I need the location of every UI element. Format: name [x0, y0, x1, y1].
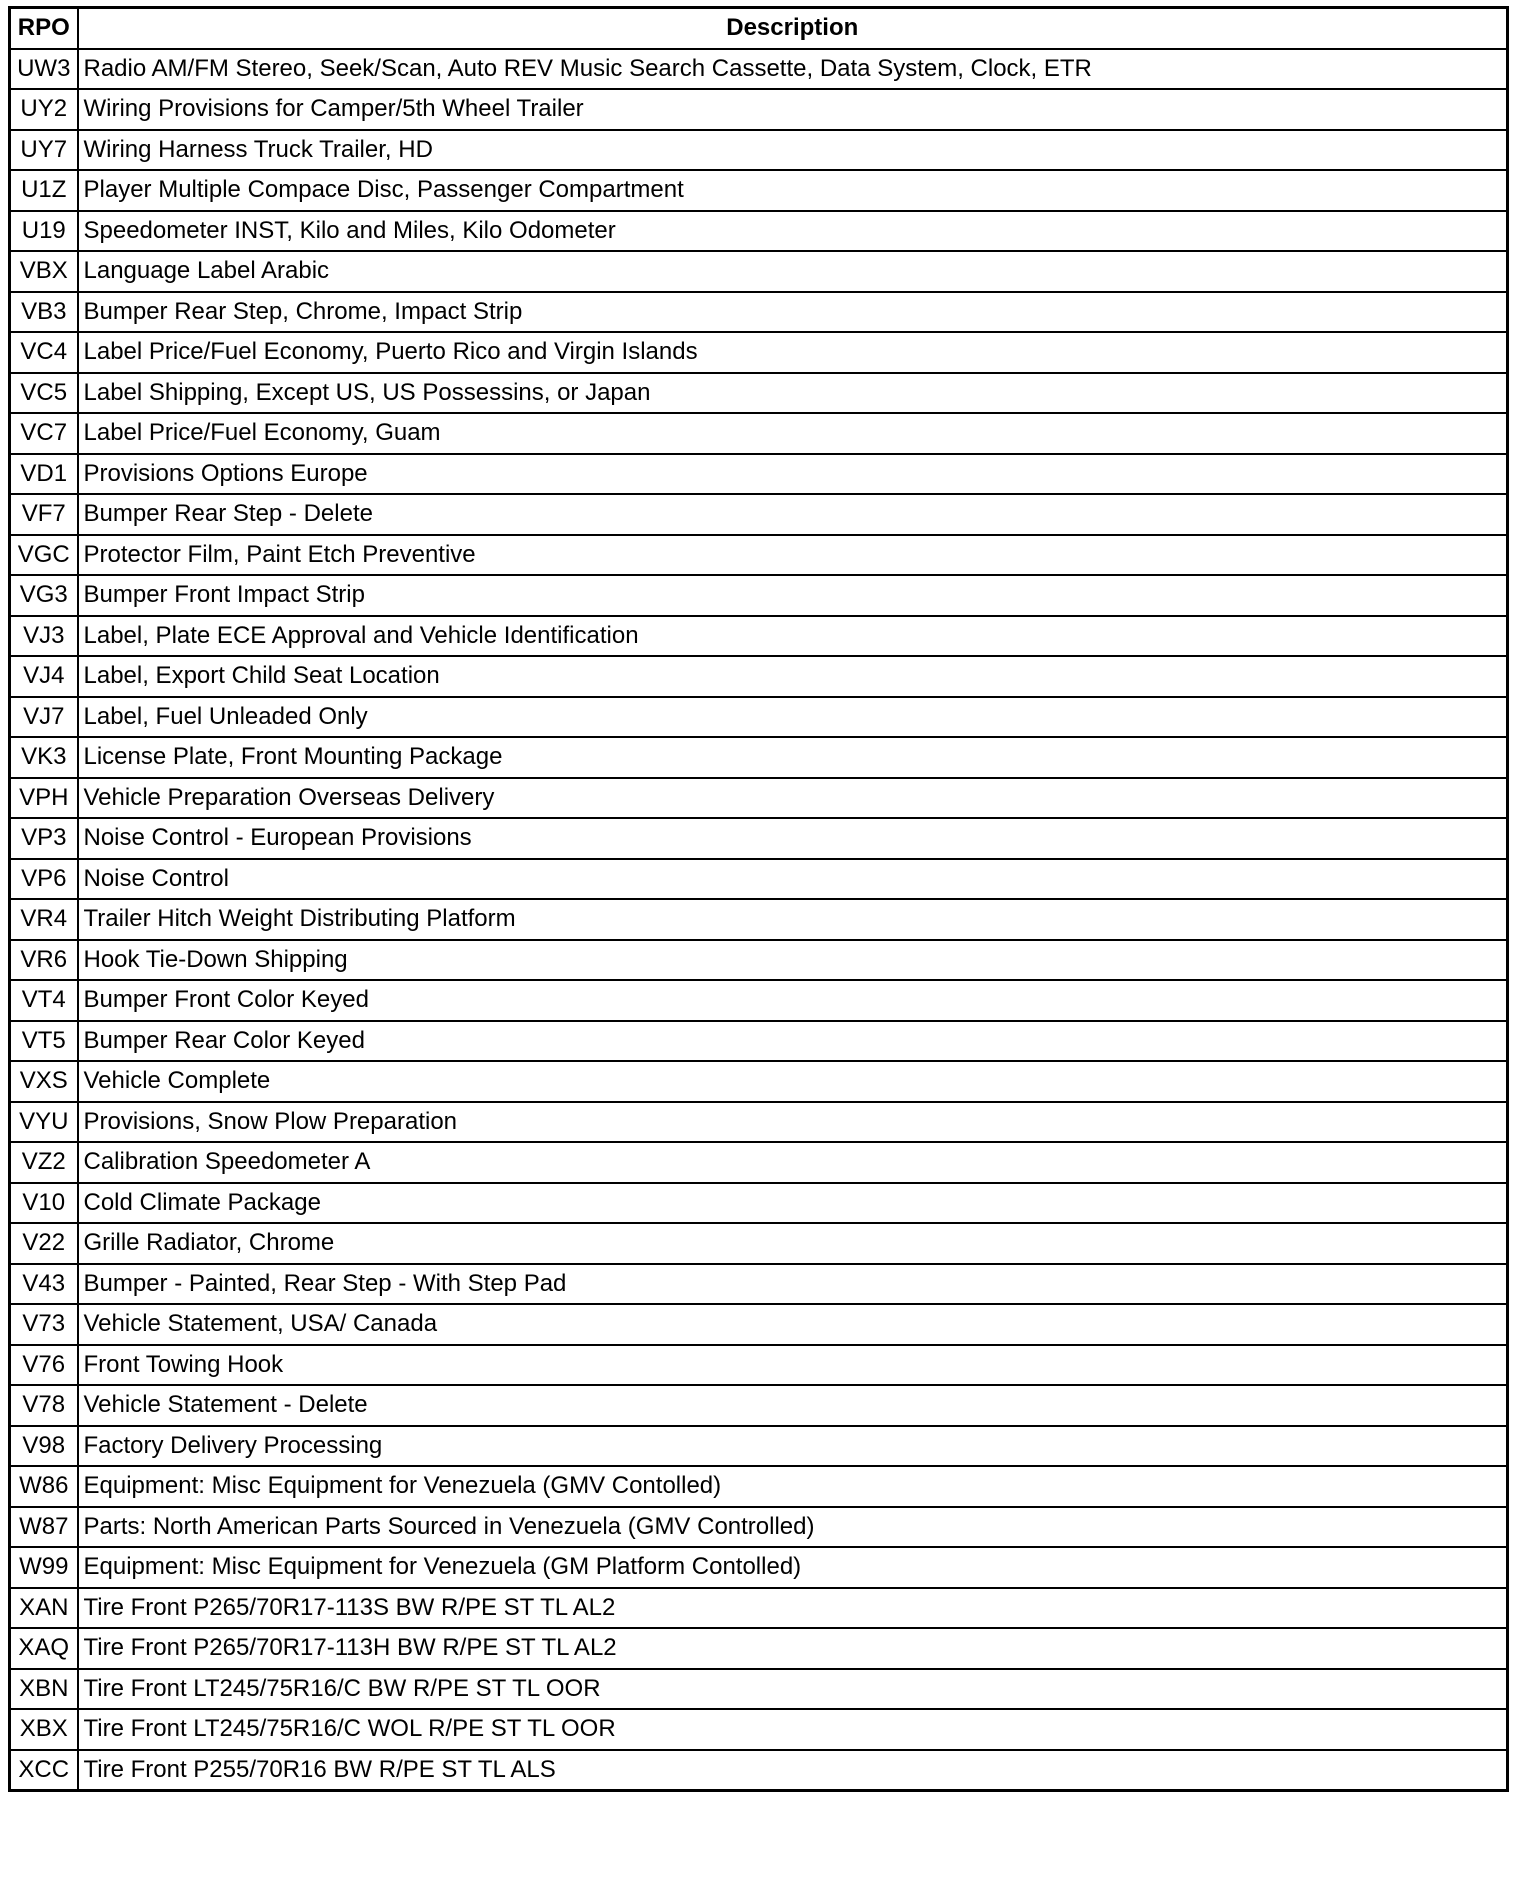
rpo-code: VBX: [10, 251, 78, 292]
table-row: [10, 1547, 1508, 1588]
rpo-code: VR6: [10, 940, 78, 981]
rpo-description: Tire Front LT245/75R16/C WOL R/PE ST TL OOR: [78, 1709, 1508, 1750]
rpo-code: VP3: [10, 818, 78, 859]
rpo-description: Player Multiple Compace Disc, Passenger Compartment: [78, 170, 1508, 211]
table-row: [10, 1021, 1508, 1062]
rpo-description: Cold Climate Package: [78, 1183, 1508, 1224]
rpo-description: Label Price/Fuel Economy, Guam: [78, 413, 1508, 454]
rpo-description: Label Shipping, Except US, US Possessins, or Japan: [78, 373, 1508, 414]
rpo-code: U1Z: [10, 170, 78, 211]
rpo-table: [8, 6, 1509, 1792]
rpo-code: XBN: [10, 1669, 78, 1710]
rpo-description: Bumper Rear Step - Delete: [78, 494, 1508, 535]
rpo-description: Bumper Rear Color Keyed: [78, 1021, 1508, 1062]
rpo-description: Wiring Harness Truck Trailer, HD: [78, 130, 1508, 171]
table-row: [10, 818, 1508, 859]
rpo-description: Provisions, Snow Plow Preparation: [78, 1102, 1508, 1143]
rpo-code: V78: [10, 1385, 78, 1426]
rpo-description: Label, Plate ECE Approval and Vehicle Identification: [78, 616, 1508, 657]
rpo-description: Equipment: Misc Equipment for Venezuela (GMV Contolled): [78, 1466, 1508, 1507]
rpo-code: W99: [10, 1547, 78, 1588]
rpo-code: V10: [10, 1183, 78, 1224]
rpo-table-container: [8, 6, 1509, 1792]
table-row: [10, 1102, 1508, 1143]
table-row: [10, 251, 1508, 292]
table-row: [10, 1709, 1508, 1750]
table-header-row: [10, 8, 1508, 49]
rpo-description: Grille Radiator, Chrome: [78, 1223, 1508, 1264]
rpo-description: Trailer Hitch Weight Distributing Platform: [78, 899, 1508, 940]
rpo-description: Tire Front P255/70R16 BW R/PE ST TL ALS: [78, 1750, 1508, 1791]
rpo-code: VYU: [10, 1102, 78, 1143]
rpo-description: Language Label Arabic: [78, 251, 1508, 292]
rpo-code: XAN: [10, 1588, 78, 1629]
rpo-code: VD1: [10, 454, 78, 495]
table-row: [10, 778, 1508, 819]
rpo-code: VR4: [10, 899, 78, 940]
rpo-code: VP6: [10, 859, 78, 900]
table-row: [10, 1385, 1508, 1426]
table-row: [10, 1345, 1508, 1386]
table-row: [10, 1142, 1508, 1183]
table-row: [10, 737, 1508, 778]
table-body: [10, 49, 1508, 1791]
table-row: [10, 1061, 1508, 1102]
table-row: [10, 1466, 1508, 1507]
rpo-code: VPH: [10, 778, 78, 819]
table-row: [10, 1507, 1508, 1548]
table-row: [10, 1628, 1508, 1669]
rpo-code: UY2: [10, 89, 78, 130]
table-row: [10, 1588, 1508, 1629]
table-row: [10, 130, 1508, 171]
table-row: [10, 332, 1508, 373]
rpo-description: Bumper Front Color Keyed: [78, 980, 1508, 1021]
rpo-description: Provisions Options Europe: [78, 454, 1508, 495]
table-row: [10, 494, 1508, 535]
table-row: [10, 859, 1508, 900]
rpo-code: VC5: [10, 373, 78, 414]
rpo-description: Noise Control: [78, 859, 1508, 900]
rpo-code: VF7: [10, 494, 78, 535]
table-row: [10, 413, 1508, 454]
rpo-description: Radio AM/FM Stereo, Seek/Scan, Auto REV Music Search Cassette, Data System, Clock, ETR: [78, 49, 1508, 90]
rpo-description: Bumper - Painted, Rear Step - With Step Pad: [78, 1264, 1508, 1305]
rpo-description: Calibration Speedometer A: [78, 1142, 1508, 1183]
table-row: [10, 1264, 1508, 1305]
rpo-code: VJ7: [10, 697, 78, 738]
rpo-description: License Plate, Front Mounting Package: [78, 737, 1508, 778]
rpo-description: Label, Fuel Unleaded Only: [78, 697, 1508, 738]
rpo-code: VXS: [10, 1061, 78, 1102]
table-row: [10, 454, 1508, 495]
rpo-code: UY7: [10, 130, 78, 171]
rpo-code: V22: [10, 1223, 78, 1264]
rpo-code: V76: [10, 1345, 78, 1386]
rpo-description: Equipment: Misc Equipment for Venezuela (GM Platform Contolled): [78, 1547, 1508, 1588]
rpo-description: Noise Control - European Provisions: [78, 818, 1508, 859]
rpo-code: XCC: [10, 1750, 78, 1791]
rpo-description: Factory Delivery Processing: [78, 1426, 1508, 1467]
rpo-code: VC4: [10, 332, 78, 373]
rpo-code: W86: [10, 1466, 78, 1507]
rpo-code: UW3: [10, 49, 78, 90]
rpo-description: Label Price/Fuel Economy, Puerto Rico and Virgin Islands: [78, 332, 1508, 373]
column-header-rpo: RPO: [10, 8, 78, 49]
table-row: [10, 1426, 1508, 1467]
rpo-code: VJ3: [10, 616, 78, 657]
table-row: [10, 170, 1508, 211]
rpo-code: VT5: [10, 1021, 78, 1062]
table-row: [10, 1750, 1508, 1791]
rpo-code: XAQ: [10, 1628, 78, 1669]
rpo-description: Bumper Rear Step, Chrome, Impact Strip: [78, 292, 1508, 333]
rpo-description: Hook Tie-Down Shipping: [78, 940, 1508, 981]
rpo-code: V43: [10, 1264, 78, 1305]
table-row: [10, 616, 1508, 657]
rpo-description: Vehicle Preparation Overseas Delivery: [78, 778, 1508, 819]
rpo-description: Front Towing Hook: [78, 1345, 1508, 1386]
table-row: [10, 899, 1508, 940]
rpo-code: VZ2: [10, 1142, 78, 1183]
rpo-description: Wiring Provisions for Camper/5th Wheel Trailer: [78, 89, 1508, 130]
rpo-code: XBX: [10, 1709, 78, 1750]
table-row: [10, 1183, 1508, 1224]
rpo-code: VC7: [10, 413, 78, 454]
rpo-description: Vehicle Statement - Delete: [78, 1385, 1508, 1426]
rpo-description: Bumper Front Impact Strip: [78, 575, 1508, 616]
rpo-description: Vehicle Complete: [78, 1061, 1508, 1102]
rpo-code: W87: [10, 1507, 78, 1548]
rpo-code: VB3: [10, 292, 78, 333]
rpo-description: Tire Front P265/70R17-113S BW R/PE ST TL AL2: [78, 1588, 1508, 1629]
rpo-description: Label, Export Child Seat Location: [78, 656, 1508, 697]
rpo-code: VT4: [10, 980, 78, 1021]
table-row: [10, 940, 1508, 981]
rpo-description: Tire Front LT245/75R16/C BW R/PE ST TL OOR: [78, 1669, 1508, 1710]
table-row: [10, 89, 1508, 130]
rpo-description: Vehicle Statement, USA/ Canada: [78, 1304, 1508, 1345]
table-row: [10, 575, 1508, 616]
table-row: [10, 535, 1508, 576]
rpo-description: Tire Front P265/70R17-113H BW R/PE ST TL AL2: [78, 1628, 1508, 1669]
table-row: [10, 1669, 1508, 1710]
table-row: [10, 1304, 1508, 1345]
table-row: [10, 980, 1508, 1021]
column-header-description: Description: [78, 8, 1508, 49]
rpo-description: Parts: North American Parts Sourced in Venezuela (GMV Controlled): [78, 1507, 1508, 1548]
table-row: [10, 292, 1508, 333]
rpo-code: U19: [10, 211, 78, 252]
rpo-code: VGC: [10, 535, 78, 576]
rpo-description: Speedometer INST, Kilo and Miles, Kilo Odometer: [78, 211, 1508, 252]
table-row: [10, 656, 1508, 697]
table-row: [10, 1223, 1508, 1264]
rpo-code: VG3: [10, 575, 78, 616]
table-row: [10, 373, 1508, 414]
rpo-code: VK3: [10, 737, 78, 778]
table-row: [10, 49, 1508, 90]
table-row: [10, 697, 1508, 738]
table-row: [10, 211, 1508, 252]
rpo-code: V98: [10, 1426, 78, 1467]
rpo-description: Protector Film, Paint Etch Preventive: [78, 535, 1508, 576]
rpo-code: VJ4: [10, 656, 78, 697]
rpo-code: V73: [10, 1304, 78, 1345]
